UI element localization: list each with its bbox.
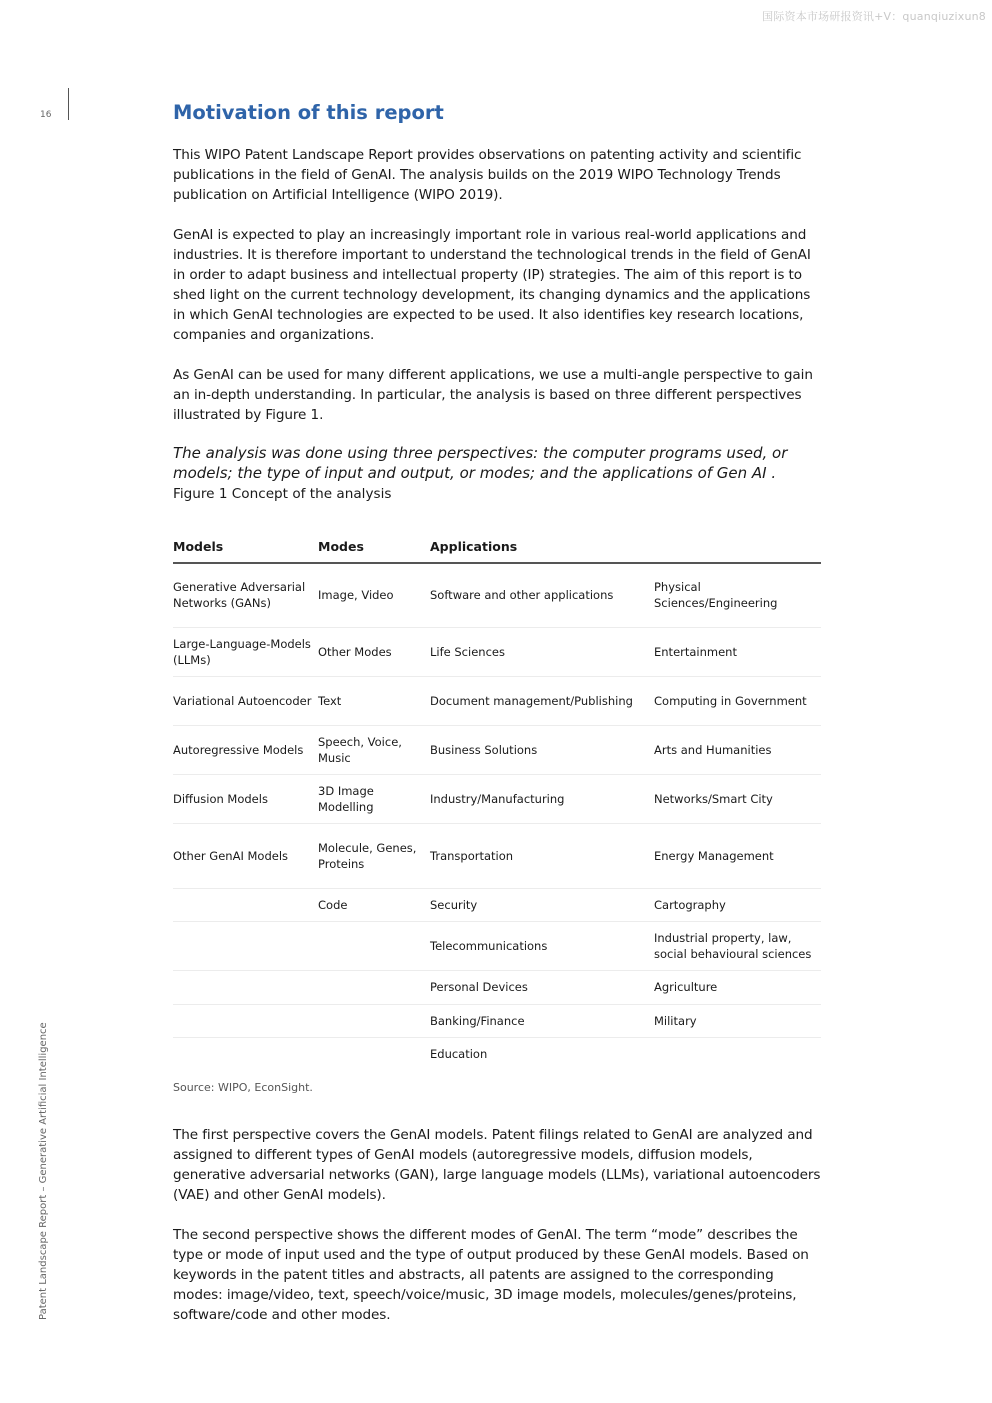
cell-mode: 3D Image Modelling: [318, 774, 430, 823]
table-row: [173, 676, 821, 725]
cell-mode: [318, 1037, 430, 1070]
cell-mode: Molecule, Genes, Proteins: [318, 823, 430, 888]
cell-mode: [318, 970, 430, 1004]
cell-application: Business Solutions: [430, 725, 654, 774]
paragraph-models-perspective: The first perspective covers the GenAI models. Patent filings related to GenAI are analyzed and assigned to different types of GenAI models (autoregressive models, diffusion models, generative adversarial networks (GAN), large language models (LLMs), variational autoencoders (VAE) and other GenAI models).: [173, 1127, 821, 1203]
cell-model: [173, 970, 318, 1004]
table-header-row: [173, 536, 821, 563]
paragraph-intro: This WIPO Patent Landscape Report provides observations on patenting activity and scientific publications in the field of GenAI. The analysis builds on the 2019 WIPO Technology Trends publication on Artificial Intelligence (WIPO 2019).: [173, 147, 802, 203]
cell-application: Cartography: [654, 888, 821, 921]
cell-application: Industrial property, law, social behavioural sciences: [654, 921, 821, 970]
paragraph-importance: GenAI is expected to play an increasingly important role in various real-world applications and industries. It is therefore important to understand the technological trends in the field of GenAI in order to adapt business and intellectual property (IP) strategies. The aim of this report is to shed light on the current technology development, its changing dynamics and the applications in which GenAI technologies are expected to be used. It also identifies key research locations, companies and organizations.: [173, 227, 811, 343]
cell-application: Networks/Smart City: [654, 774, 821, 823]
cell-mode: Image, Video: [318, 563, 430, 627]
cell-mode: Speech, Voice, Music: [318, 725, 430, 774]
cell-application: [654, 1037, 821, 1070]
table-row: [173, 921, 821, 970]
cell-application: Education: [430, 1046, 488, 1061]
cell-model: [173, 1004, 318, 1037]
cell-application: Computing in Government: [654, 676, 821, 725]
table-row: [173, 970, 821, 1004]
cell-mode: [318, 1004, 430, 1037]
table-row: [173, 563, 821, 627]
table-row: [173, 774, 821, 823]
table-row: [173, 627, 821, 676]
cell-application: Transportation: [430, 823, 654, 888]
table-row: [173, 725, 821, 774]
table-row: [173, 1004, 821, 1037]
header-models: Models: [173, 536, 318, 563]
cell-model: Variational Autoencoder: [173, 676, 318, 725]
cell-application: Security: [430, 888, 654, 921]
cell-model: Diffusion Models: [173, 774, 318, 823]
figure-caption: The analysis was done using three perspectives: the computer programs used, or models; the type of input and output, or modes; and the applications of Gen AI .: [173, 444, 788, 482]
cell-model: [173, 888, 318, 921]
cell-model: [173, 921, 318, 970]
cell-mode: [318, 921, 430, 970]
page-number-divider: [68, 88, 69, 120]
cell-application: Software and other applications: [430, 563, 654, 627]
cell-model: Other GenAI Models: [173, 823, 318, 888]
cell-application: Military: [654, 1004, 821, 1037]
cell-application: Physical Sciences/Engineering: [654, 563, 821, 627]
cell-mode: Other Modes: [318, 627, 430, 676]
section-heading: Motivation of this report: [173, 101, 444, 124]
cell-application: Industry/Manufacturing: [430, 774, 654, 823]
cell-model: Autoregressive Models: [173, 725, 318, 774]
cell-model: Generative Adversarial Networks (GANs): [173, 563, 318, 627]
concept-table: [173, 536, 821, 1070]
cell-application: Banking/Finance: [430, 1004, 654, 1037]
header-applications-continued: [654, 536, 821, 563]
cell-mode: Text: [318, 676, 430, 725]
cell-application: Document management/Publishing: [430, 676, 654, 725]
cell-application: Life Sciences: [430, 627, 654, 676]
watermark-text: 国际资本市场研报资讯+V：quanqiuzixun8: [762, 10, 986, 23]
header-modes: Modes: [318, 536, 430, 563]
paragraph-modes-perspective: The second perspective shows the different modes of GenAI. The term “mode” describes the type or mode of input used and the type of output produced by these GenAI models. Based on keywords in the patent titles and abstracts, all patents are assigned to the corresponding modes: image/video, text, speech/voice/music, 3D image models, molecules/genes/proteins, software/code and other modes.: [173, 1227, 809, 1323]
cell-application: Arts and Humanities: [654, 725, 821, 774]
page-number: 16: [40, 110, 52, 120]
paragraph-perspectives: As GenAI can be used for many different applications, we use a multi-angle perspective to gain an in-depth understanding. In particular, the analysis is based on three different perspectives illustrated by Figure 1.: [173, 367, 813, 423]
cell-application: Agriculture: [654, 970, 821, 1004]
table-row: [173, 1037, 821, 1070]
table-source-note: Source: WIPO, EconSight.: [173, 1081, 313, 1094]
cell-application: Entertainment: [654, 627, 821, 676]
main-content: [173, 98, 821, 1323]
figure-title: Figure 1 Concept of the analysis: [173, 486, 392, 502]
cell-model: [173, 1037, 318, 1070]
header-applications: Applications: [430, 536, 654, 563]
cell-application: Telecommunications: [430, 921, 654, 970]
cell-mode: Code: [318, 888, 430, 921]
cell-application: Personal Devices: [430, 970, 654, 1004]
table-row: [173, 888, 821, 921]
cell-application: Energy Management: [654, 823, 821, 888]
table-row: [173, 823, 821, 888]
running-footer-vertical: Patent Landscape Report – Generative Artificial Intelligence: [38, 1022, 49, 1320]
cell-model: Large-Language-Models (LLMs): [173, 627, 318, 676]
